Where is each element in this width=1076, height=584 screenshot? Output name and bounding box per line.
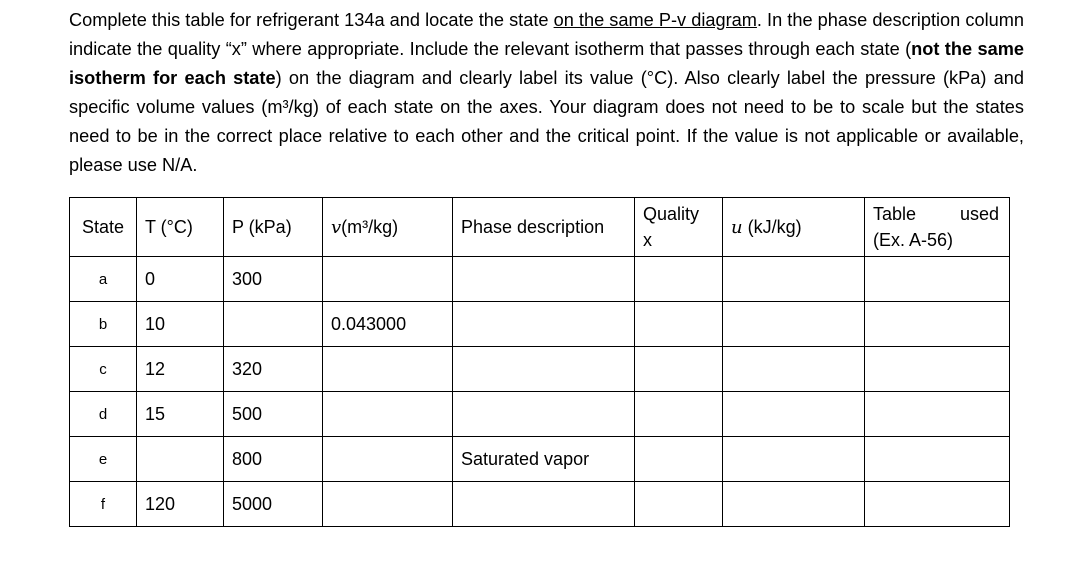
header-energy-unit: (kJ/kg) <box>742 216 802 237</box>
cell-state: d <box>70 392 137 437</box>
header-specific-volume <box>323 198 453 257</box>
cell-table-used[interactable] <box>865 482 1010 527</box>
cell-phase-description[interactable] <box>453 302 635 347</box>
cell-quality[interactable] <box>635 302 723 347</box>
instructions-bold: not the same isotherm for each state <box>69 39 1024 88</box>
table-row <box>70 302 1010 347</box>
header-internal-energy <box>723 198 865 257</box>
cell-internal-energy[interactable] <box>723 482 865 527</box>
header-volume-unit: (m³/kg) <box>341 216 399 237</box>
cell-quality[interactable] <box>635 347 723 392</box>
cell-quality[interactable] <box>635 392 723 437</box>
cell-internal-energy[interactable] <box>723 347 865 392</box>
header-energy-symbol: u <box>731 216 743 238</box>
cell-state: e <box>70 437 137 482</box>
cell-pressure[interactable]: 300 <box>224 257 323 302</box>
instructions-underlined: on the same P-v diagram <box>553 10 757 30</box>
cell-state: c <box>70 347 137 392</box>
instructions-part3: ) on the diagram and clearly label its value (°C). Also clearly label the pressure (kPa) and specific volume values (m³/kg) of each state on the axes. Your diagram does not need to be to scale but the states need to be in the correct place relative to each other and the critical point. If the value is not applicable or available, please use N/A. <box>69 68 1024 175</box>
table-row <box>70 437 1010 482</box>
header-phase-description: Phase description <box>453 198 635 257</box>
header-pressure: P (kPa) <box>224 198 323 257</box>
cell-table-used[interactable] <box>865 347 1010 392</box>
cell-specific-volume[interactable]: 0.043000 <box>323 302 453 347</box>
cell-state: f <box>70 482 137 527</box>
cell-pressure[interactable]: 500 <box>224 392 323 437</box>
cell-pressure[interactable]: 800 <box>224 437 323 482</box>
cell-internal-energy[interactable] <box>723 302 865 347</box>
cell-internal-energy[interactable] <box>723 437 865 482</box>
cell-table-used[interactable] <box>865 392 1010 437</box>
cell-pressure[interactable]: 320 <box>224 347 323 392</box>
header-table-used-line2: (Ex. A-56) <box>873 230 954 250</box>
table-header-row <box>70 198 1010 257</box>
header-table-used-line1 <box>873 201 1009 227</box>
header-quality-line1: Quality <box>643 204 700 224</box>
header-state: State <box>70 198 137 257</box>
cell-specific-volume[interactable] <box>323 392 453 437</box>
cell-phase-description[interactable]: Saturated vapor <box>453 437 635 482</box>
cell-table-used[interactable] <box>865 437 1010 482</box>
table-row <box>70 392 1010 437</box>
cell-specific-volume[interactable] <box>323 347 453 392</box>
cell-specific-volume[interactable] <box>323 482 453 527</box>
header-quality <box>635 198 723 257</box>
cell-quality[interactable] <box>635 482 723 527</box>
cell-temperature[interactable]: 12 <box>137 347 224 392</box>
cell-phase-description[interactable] <box>453 257 635 302</box>
instructions-part1: Complete this table for refrigerant 134a and locate the state <box>69 10 554 30</box>
cell-internal-energy[interactable] <box>723 392 865 437</box>
cell-phase-description[interactable] <box>453 347 635 392</box>
cell-temperature[interactable]: 15 <box>137 392 224 437</box>
cell-phase-description[interactable] <box>453 482 635 527</box>
cell-temperature[interactable]: 0 <box>137 257 224 302</box>
instructions-paragraph <box>69 6 1024 180</box>
cell-pressure[interactable] <box>224 302 323 347</box>
refrigerant-table <box>69 197 1010 527</box>
table-row <box>70 482 1010 527</box>
cell-table-used[interactable] <box>865 257 1010 302</box>
cell-quality[interactable] <box>635 257 723 302</box>
header-table-used <box>865 198 1010 257</box>
instructions-part2: . In the phase description column indicate the quality “x” where appropriate. Include the relevant isotherm that passes through each state ( <box>69 10 1024 59</box>
table-row <box>70 347 1010 392</box>
cell-quality[interactable] <box>635 437 723 482</box>
header-used-word: used <box>959 204 999 224</box>
header-volume-symbol: v <box>331 216 342 238</box>
cell-state: b <box>70 302 137 347</box>
header-table-word: Table <box>873 204 917 224</box>
header-quality-line2: x <box>643 230 652 250</box>
cell-temperature[interactable]: 120 <box>137 482 224 527</box>
cell-phase-description[interactable] <box>453 392 635 437</box>
cell-specific-volume[interactable] <box>323 437 453 482</box>
cell-table-used[interactable] <box>865 302 1010 347</box>
cell-specific-volume[interactable] <box>323 257 453 302</box>
cell-state: a <box>70 257 137 302</box>
header-temperature: T (°C) <box>137 198 224 257</box>
cell-internal-energy[interactable] <box>723 257 865 302</box>
table-row <box>70 257 1010 302</box>
cell-pressure[interactable]: 5000 <box>224 482 323 527</box>
cell-temperature[interactable]: 10 <box>137 302 224 347</box>
cell-temperature[interactable] <box>137 437 224 482</box>
